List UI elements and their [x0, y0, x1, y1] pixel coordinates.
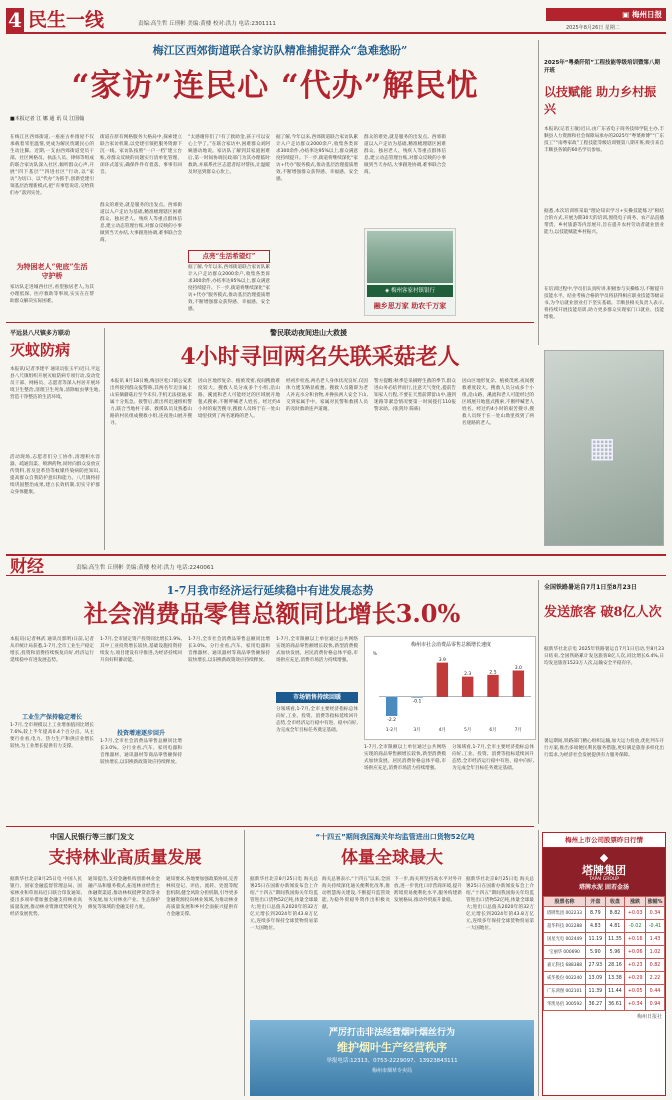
s5-col4: 1-7月,全市限额以上单位通过公共网络实现的商品零售额增长较快,新型消费模式加快发展。居民消费价格总体平稳,市场供应充足,消费市场活力持续增强。 — [276, 637, 358, 663]
chart-data-label: 2.3 — [464, 672, 472, 678]
chart-data-label: -0.1 — [412, 699, 422, 705]
stock-footer: 梅州日报社 — [636, 1014, 662, 1020]
s4-col5: 因山区地形复杂、植被茂密,夜间搜救难度较大。搜救人员分成多个小组,沿山路、溪流和老人可能经过的区域展开地毯式搜索,不断呼喊老人姓名。经过约4小时的艰苦搜寻,搜救人员终于在一处山坳里找到了两名迷路的老人。 — [462, 379, 534, 426]
s2-photo — [544, 350, 664, 546]
stock-cell: 广东鸿图 002101 — [544, 985, 586, 998]
stock-row — [544, 972, 665, 985]
newspaper-icon: ▣ — [622, 10, 632, 19]
stock-cell: +0.29 — [625, 972, 646, 985]
chart-category-label: 1-2月 — [385, 728, 398, 733]
chart-category-label: 6月 — [489, 728, 497, 733]
stock-cell: 0.44 — [646, 985, 665, 998]
stock-cell: -0.02 — [625, 920, 646, 933]
stock-row — [544, 907, 665, 920]
s4-col1: 本报讯 8月18日晚,梅县区松口镇公安派出所接到群众报警称,其两名年迈亲属上山采摘蘑菇后至今未归,手机无法接通,家属十分焦急。接警后,派出所迅速组织警力,联合当地村干部、救援队员及熟悉山路的村民组成搜救小组,连夜进山展开搜寻。 — [110, 379, 192, 426]
s1-col5: 群众的难处,就是服务的出发点。西郊街道以入户走访为基础,精准梳理辖区困难群众、独居老人、残疾人等重点群体信息,建立动态管理台账,对群众反映的小事做到当天办结,大事跟进协调,难事联合会商。 — [364, 135, 446, 175]
stock-cell: 11.19 — [585, 933, 605, 946]
stock-cell: 11.35 — [605, 933, 625, 946]
s4-col3: 经初步检查,两名老人身体状况良好,仅因体力透支略显疲惫。搜救人员随即为老人补充水分和食物,并搀扶两人安全下山,交到家属手中。家属对民警和救援人员的及时救助连声道谢。 — [286, 379, 368, 412]
stock-cell: 11.39 — [585, 985, 605, 998]
stock-cell: 11.44 — [605, 985, 625, 998]
stock-cell: +0.06 — [625, 946, 646, 959]
s5-headline: 社会消费品零售总额同比增长3.0% — [83, 599, 461, 628]
s6-headline: 发送旅客 破8亿人次 — [544, 605, 662, 620]
stock-cell: 5.96 — [605, 946, 625, 959]
s5-col5: 1-7月,全市限额以上单位通过公共网络实现的商品零售额增长较快,新型消费模式加快发展。居民消费价格总体平稳,市场供应充足,消费市场活力持续增强。 — [364, 745, 446, 771]
stock-table — [543, 896, 665, 1011]
s5-col2: 1-7月,全市固定资产投资同比增长1.9%,其中工业投资增长较快,基础设施投资持续发力,项目建设有序推进,为经济持续回升向好积蓄动能。 — [100, 637, 182, 663]
stock-header-cell: 股票名称 — [544, 897, 586, 907]
chart-data-label: 3.9 — [438, 658, 446, 664]
s3-headline: 灭蚊防病 — [10, 341, 71, 359]
finance-title: 财经 — [10, 557, 44, 577]
s8-kicker: “十四五”期间我国海关年均监管进出口货物52亿吨 — [315, 833, 475, 841]
stock-cell: 5.90 — [585, 946, 605, 959]
s5-sub2: 投资增速逐步回升 — [116, 730, 165, 737]
stock-cell: +0.34 — [625, 998, 646, 1011]
bank-logo: ◈ 梅州客家村镇银行 — [367, 285, 453, 297]
s4-kicker: 警民联动夜间进山大救援 — [270, 329, 347, 337]
s5-col6: 分领域看,1-7月,全市主要经济指标总体向好,工业、投资、消费等指标延续回升态势,全市经济运行稳中有进、稳中向好,为完成全年目标任务奠定基础。 — [452, 745, 534, 771]
s7-headline: 支持林业高质量发展 — [48, 848, 202, 868]
stock-row — [544, 998, 665, 1011]
stock-cell: 13.09 — [585, 972, 605, 985]
s2-kicker: 2025年“粤桑阡陌”工程技能等级培训暨第八期开班 — [544, 60, 661, 74]
stock-cell: 8.79 — [585, 907, 605, 920]
s5-col2b: 1-7月,全市社会消费品零售总额同比增长3.0%。分行业看,汽车、家用电器和音像器材、通讯器材等商品零售额保持较快增长,以旧换新政策效应持续释放。 — [100, 739, 182, 765]
stock-row — [544, 946, 665, 959]
stock-title: 梅州上市公司股票昨日行情 — [543, 833, 665, 848]
stock-cell: 威华股份 002240 — [544, 972, 586, 985]
s4-col2: 因山区地形复杂、植被茂密,夜间搜救难度较大。搜救人员分成多个小组,沿山路、溪流和老人可能经过的区域展开地毯式搜索,不断呼喊老人姓名。经过约4小时的艰苦搜寻,搜救人员终于在一处山坳里找到了两名迷路的老人。 — [198, 379, 280, 419]
stock-cell: -0.41 — [646, 920, 665, 933]
stock-header-cell: 涨跌 — [625, 897, 646, 907]
stock-cell: 嘉元科技 688388 — [544, 959, 586, 972]
chart-bar — [513, 671, 524, 697]
chart-bar — [462, 677, 473, 697]
stock-cell: +0.03 — [625, 907, 646, 920]
chart-container — [364, 636, 536, 740]
stock-cell: 0.94 — [646, 998, 665, 1011]
retail-growth-chart — [365, 637, 537, 741]
s7-col1: 据新华社北京8月25日电 中国人民银行、国家金融监督管理总局、国家林业和草原局近日联合印发通知,提出多项举措加强金融支持林业高质量发展,推动林业资源优势转化为经济发展优势。 — [10, 877, 82, 917]
stock-header-cell: 收盘 — [605, 897, 625, 907]
s5-sub1: 工业生产保持稳定增长 — [21, 714, 82, 721]
s7-col2: 通知提出,支持金融机构创新林业金融产品和服务模式,拓宽林业经营主体融资渠道,推动林权抵押贷款等业务发展,加大对林业产业、生态保护修复等领域的金融支持力度。 — [88, 877, 160, 910]
s1-col2: 街道在原有网格服务大格局中,探索建立联合家访机制,以党建引领把服务资源下沉一线。家访队按照“一户一档”建立台账,对群众反映的问题实行清单化管理、闭环式落实,确保件件有着落、事事有回音。 — [100, 135, 182, 175]
s1-subhead-1: 为特困老人“兜底”生活守护桥 — [16, 262, 88, 280]
stock-cell: 13.38 — [605, 972, 625, 985]
stock-cell: 4.81 — [605, 920, 625, 933]
chart-title: 梅州市社会消费品零售总额增长速度 — [410, 642, 492, 648]
chart-category-label: 3月 — [413, 728, 421, 733]
s6-body-1: 据新华社北京电 2025年铁路暑运自7月1日启动,至8月23日结束,全国铁路累计发送旅客8亿人次,同比增长6.4%,日均发送旅客1523万人次,运输安全平稳有序。 — [544, 647, 664, 666]
chart-data-label: 3.0 — [514, 666, 522, 671]
s3-body-2: 活动现场,志愿者们分工协作,清理积水容器、疏通沟渠、喷洒药物,同时向群众发放宣传资料,普及登革热等蚊媒传染病防控知识,提高群众自我防护意识和能力。八尺镇将持续巩固整治成果,建立长效机制,切实守护群众身体健康。 — [10, 455, 100, 495]
chart-bar — [386, 697, 397, 716]
editor-line: 责编:高生哲 丘刑彬 美编:黄楼 校对:洪力 电话:2301111 — [138, 21, 276, 27]
stock-cell: 36.61 — [605, 998, 625, 1011]
s5-sub3-box: 市场销售持续回暖 — [276, 692, 358, 703]
stock-header-row — [544, 897, 665, 907]
stock-cell: +0.05 — [625, 985, 646, 998]
finance-header — [6, 554, 666, 576]
stock-row — [544, 985, 665, 998]
finance-editor: 责编:高生哲 丘刑彬 美编:黄楼 校对:洪力 电话:2240061 — [76, 565, 214, 571]
stock-cell: +0.23 — [625, 959, 646, 972]
bank-slogan: 融乡思万家 助农千万家 — [373, 301, 447, 310]
s2-headline: 以技赋能 助力乡村振兴 — [544, 85, 657, 116]
issue-date: 2025年8月26日 星期二 — [566, 25, 620, 31]
stock-cell: 4.83 — [585, 920, 605, 933]
chart-bar — [437, 663, 448, 697]
stock-cell: 2.22 — [646, 972, 665, 985]
stock-cell: 塔牌集团 002233 — [544, 907, 586, 920]
s4-headline: 4小时寻回两名失联采菇老人 — [180, 344, 460, 370]
s8-col4: 据新华社北京8月25日电 海关总署25日在国新办新闻发布会上介绍,“十四五”期间我国海关年均监管进出口货物52亿吨,体量全球最大;进出口总值从2020年的32万亿元增长到2024年的43.8万亿元,连续多年保持全球货物贸易第一大国地位。 — [466, 877, 534, 931]
chart-category-label: 7月 — [514, 728, 523, 733]
stock-cell: 8.82 — [605, 907, 625, 920]
chart-bar — [411, 697, 422, 698]
s8-col1: 据新华社北京8月25日电 海关总署25日在国新办新闻发布会上介绍,“十四五”期间我国海关年均监管进出口货物52亿吨,体量全球最大;进出口总值从2020年的32万亿元增长到2024年的43.8万亿元,连续多年保持全球货物贸易第一大国地位。 — [250, 877, 318, 931]
s1-col2b: 群众的难处,就是服务的出发点。西郊街道以入户走访为基础,精准梳理辖区困难群众、独居老人、残疾人等重点群体信息,建立动态管理台账,对群众反映的小事做到当天办结,大事跟进协调,难事联合会商。 — [100, 203, 182, 243]
s1-byline: ■本报记者 江 娜 通 讯 员 江国翰 — [10, 116, 85, 122]
s4-col4: 警方提醒:秋季是采摘野生菌的季节,群众进山务必结伴而行,注意天气变化,提前告知家人行程,不要在天黑前滞留山中,遇到迷路等紧急情况要第一时间拨打110报警求助。(张剑玲 陈栋) — [374, 379, 456, 412]
s2-body-1: 本报讯(记者王敏)近日,由广东省电子商务技师学院主办,丰顺县人力资源和社会保障局承办的2025年“粤菜师傅”“广东技工”“南粤家政”工程技能等级培训暨第八期开班,吸引来自丰顺县各镇的60名学员参加。 — [544, 127, 664, 153]
s1-subhead-2: 点亮“生活希望灯” — [188, 250, 270, 263]
tapai-logo-icon: ◆ — [599, 851, 609, 864]
s1-kicker: 梅江区西郊街道联合家访队精准捕捉群众“急难愁盼” — [152, 44, 408, 57]
chart-bar — [487, 675, 498, 697]
s7-col3: 通知要求,各地要加强政策协同,完善林权登记、评估、流转、处置等配套机制,健全风险分担机制,引导更多金融资源投向林业领域,为推动林业高质量发展和乡村全面振兴提供有力金融支撑。 — [166, 877, 238, 917]
s8-col3: 下一步,海关将坚持高水平对外开放,进一步优化口岸营商环境,提升跨境贸易便利化水平,服务构建新发展格局,推动外贸质升量稳。 — [394, 877, 462, 903]
tobacco-ad: 严厉打击非法经营烟叶烟丝行为 维护烟叶生产经营秩序 举报电话:12313、0753-2229097、13923843111 梅州市烟草专卖局 — [250, 1020, 534, 1096]
s5-col3: 1-7月,全市社会消费品零售总额同比增长3.0%。分行业看,汽车、家用电器和音像器材、通讯器材等商品零售额保持较快增长,以旧换新政策效应持续释放。 — [188, 637, 270, 663]
s7-kicker: 中国人民银行等三部门发文 — [50, 833, 134, 841]
s5-kicker: 1-7月我市经济运行延续稳中有进发展态势 — [166, 584, 374, 597]
stock-row — [544, 920, 665, 933]
s3-kicker: 平远县八尺镇多方联动 — [10, 330, 71, 337]
stock-cell: 超华科技 002288 — [544, 920, 586, 933]
s2-body-2: 据悉,本次培训班采取“理论知识学习+实操技能练习”相结合的方式,开展为期30天的培训,围绕电子商务、农产品直播带货、乡村旅游等内容展开,旨在提升农村劳动者就业创业能力,以技能赋能乡村振兴。 — [544, 209, 664, 235]
s1-col1b: 家访队走进城西社区,看望独居老人,为其办理低保、医疗救助等事项,实实在在帮助群众解决实际困难。 — [10, 285, 94, 304]
masthead-logo: ▣ 梅州日报 — [546, 8, 666, 21]
stock-cell: 0.34 — [646, 907, 665, 920]
s8-headline: 体量全球最大 — [341, 848, 443, 868]
chart-y-label: % — [372, 652, 377, 657]
bank-icon: ◈ — [385, 288, 391, 294]
chart-category-label: 4月 — [438, 728, 447, 733]
chart-category-label: 5月 — [463, 728, 472, 733]
stock-cell: 28.16 — [605, 959, 625, 972]
s1-col1: 在梅江区西郊街道,一座座古朴围屋不仅承载着邻里温情,更成为解民忧暖民心的生动注脚。近期,一支由西郊街道党员干部、社区网格员、执法人员、律师等组成的联合家访队深入社区,倾听群众心声,开展“四下基层”“四进社区”行动,以“家访”为切口、以“代办”为抓手,创新党建引领基层治理新模式,把“有事您说话,交给我们办”落到实处。 — [10, 135, 94, 196]
stock-cell: 国星光电 002449 — [544, 933, 586, 946]
page-header — [6, 6, 666, 34]
s6-body-2: 暑运期间,铁路部门精心组织运输,加大运力投放,优化列车开行方案,推出多项便民利民服务措施,更好满足旅客多样化出行需求,为经济社会发展提供有力服务保障。 — [544, 739, 664, 758]
stock-cell: 0.82 — [646, 959, 665, 972]
stock-cell: 华凯易佰 300592 — [544, 998, 586, 1011]
stock-header-cell: 涨幅% — [646, 897, 665, 907]
stock-cell: 27.93 — [585, 959, 605, 972]
s5-col4b: 分领域看,1-7月,全市主要经济指标总体向好,工业、投资、消费等指标延续回升态势,全市经济运行稳中有进、稳中向好,为完成全年目标任务奠定基础。 — [276, 707, 358, 733]
s6-kicker: 全国铁路暑运自7月1日至8月23日 — [544, 584, 637, 591]
stock-row — [544, 933, 665, 946]
chart-data-label: 2.5 — [489, 670, 497, 676]
s1-col4: 据了解,今年以来,西郊街道联合家访队累计入户走访群众2000余户,收集各类诉求300余件,办结率达95%以上,群众满意度持续提升。下一步,街道将继续深化“家访+代办”服务模式,推动基层治理提质增效,不断增强群众获得感、幸福感、安全感。 — [276, 135, 358, 182]
s1-col3b: 据了解,今年以来,西郊街道联合家访队累计入户走访群众2000余户,收集各类诉求300余件,办结率达95%以上,群众满意度持续提升。下一步,街道将继续深化“家访+代办”服务模式,推动基层治理提质增效,不断增强群众获得感、幸福感、安全感。 — [188, 265, 270, 312]
s2-body-3: 在培训过程中,学员们认真听讲,积极参与实操练习,不断提升技能水平。结业考核合格的学员将获得相应职业技能等级证书,为今后就业创业打下坚实基础。丰顺县相关负责人表示,将持续开展技能培训,助力更多群众实现家门口就业、技能增收。 — [544, 287, 664, 320]
section-title: 民生一线 — [28, 9, 105, 31]
training-photo-icon: ▦ — [589, 431, 616, 464]
s1-ad-box — [364, 228, 456, 316]
s1-col3: “太感谢你们了!有了救助金,孩子可以安心上学了。”在联合家访中,困难群众刘阿姨感动地说。家访队了解到其家庭困难后,第一时间协调民政部门为其办理临时救助,并联系社区志愿者结对帮扶,让温暖及时送到群众心坎上。 — [188, 135, 270, 175]
page-number: 4 — [6, 8, 24, 32]
bank-photo — [367, 231, 453, 283]
s8-col2: 海关总署表示,“十四五”以来,全国海关持续深化通关便利化改革,推动智慧海关建设,不断提升监管效能,为稳外贸稳外资作出积极贡献。 — [322, 877, 390, 910]
chart-data-label: -2.2 — [387, 718, 397, 723]
stock-cell: +0.16 — [625, 933, 646, 946]
stock-row — [544, 959, 665, 972]
stock-panel — [542, 832, 666, 1096]
stock-cell: 1.43 — [646, 933, 665, 946]
stock-cell: 宝丽华 000690 — [544, 946, 586, 959]
s5-col1: 本报讯(记者林武 通讯员郭明)日前,记者从市统计局获悉,1-7月,全市工业生产稳定增长,投资和消费持续恢复向好,经济运行延续稳中有进发展态势。 — [10, 637, 94, 663]
stock-banner: ◆ 塔牌集团 TAPAI GROUP 塔牌水泥 固若金汤 — [543, 848, 665, 896]
s1-headline: “家访”连民心 “代办”解民忧 — [71, 68, 479, 104]
stock-cell: 1.02 — [646, 946, 665, 959]
s3-body-1: 本报讯(记者李建平 通讯员张玉平)近日,平远县八尺镇组织开展灭蚊防病专项行动,发动党员干部、网格员、志愿者等深入村居开展环境卫生整治,清理卫生死角,清除蚊虫孳生地,营造干净整洁的生活环境。 — [10, 367, 100, 400]
stock-cell: 36.27 — [585, 998, 605, 1011]
s5-col1b: 1-7月,全市规模以上工业增加值同比增长7.6%,较上半年提高0.4个百分点。从主要行业看,电力、热力生产和供应业增长较快,为工业增长提供有力支撑。 — [10, 723, 94, 749]
stock-header-cell: 开盘 — [585, 897, 605, 907]
